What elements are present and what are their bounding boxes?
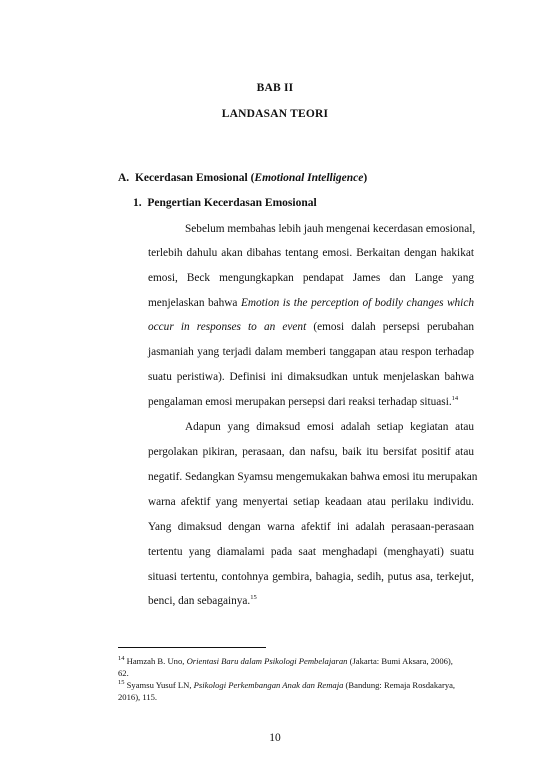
paragraph-line <box>148 395 474 409</box>
footnote-14-continuation: 62. <box>118 668 129 678</box>
footnote-text: (Jakarta: Bumi Aksara, 2006), <box>347 656 453 666</box>
footnote-ref[interactable]: 14 <box>451 395 459 403</box>
chapter-label: BAB II <box>256 82 294 94</box>
quoted-definition: Emotion is the perception of bodily changes which <box>240 297 474 309</box>
footnote-text: (Bandung: Remaja Rosdakarya, <box>343 680 456 690</box>
footnote-book-title: Psikologi Perkembangan Anak dan Remaja <box>193 680 344 690</box>
footnote-ref[interactable]: 15 <box>250 594 257 602</box>
footnote-text: Syamsu Yusuf LN, <box>124 680 194 690</box>
paragraph-line: negatif. Sedangkan Syamsu mengemukakan bahwa emosi itu merupakan <box>148 471 478 483</box>
paragraph-line <box>148 320 474 334</box>
paragraph-line: terlebih dahulu akan dibahas tentang emosi. Berkaitan dengan hakikat <box>148 247 474 259</box>
paragraph-line: Adapun yang dimaksud emosi adalah setiap kegiatan atau <box>185 421 474 433</box>
section-title-italic: Emotional Intelligence <box>254 172 364 184</box>
footnote-divider <box>118 647 266 648</box>
section-prefix: A. <box>118 172 130 184</box>
paragraph-text: pengalaman emosi merupakan persepsi dari reaksi terhadap situasi. <box>148 396 452 408</box>
footnote-15-continuation: 2016), 115. <box>118 692 158 702</box>
section-title: Kecerdasan Emosional ( <box>134 172 255 184</box>
paragraph-line: warna afektif yang menyertai setiap keadaan atau perilaku individu. <box>148 496 474 508</box>
paragraph-line: Yang dimaksud dengan warna afektif ini adalah perasaan-perasaan <box>148 521 474 533</box>
subsection-heading <box>133 197 317 209</box>
quoted-definition: occur in responses to an event <box>148 321 307 333</box>
section-title-end: ) <box>363 172 368 184</box>
footnote-number: 15 <box>118 679 125 687</box>
paragraph-line: suatu peristiwa). Definisi ini dimaksudkan untuk menjelaskan bahwa <box>148 371 474 383</box>
paragraph-line: tertentu yang diamalami pada saat menghadapi (menghayati) suatu <box>148 546 474 558</box>
section-heading <box>118 172 367 184</box>
footnote-text: Hamzah B. Uno, <box>124 656 187 666</box>
paragraph-line: Sebelum membahas lebih jauh mengenai kecerdasan emosional, <box>185 223 476 235</box>
footnote-15 <box>118 680 478 691</box>
paragraph-line: situasi tertentu, contohnya gembira, bahagia, sedih, putus asa, terkejut, <box>148 571 474 583</box>
paragraph-text: benci, dan sebagainya. <box>148 595 251 607</box>
paragraph-text: (emosi dalah persepsi perubahan <box>306 321 474 333</box>
page-number: 10 <box>269 732 281 744</box>
paragraph-line <box>148 594 474 608</box>
chapter-title: LANDASAN TEORI <box>221 108 329 120</box>
footnote-number: 14 <box>118 655 125 663</box>
paragraph-line: emosi, Beck mengungkapkan pendapat James dan Lange yang <box>148 272 474 284</box>
paragraph-line <box>148 296 474 310</box>
paragraph-line: jasmaniah yang terjadi dalam memberi tanggapan atau respon terhadap <box>148 346 474 358</box>
footnote-14 <box>118 656 478 667</box>
subsection-prefix: 1. <box>133 197 142 209</box>
paragraph-line: pergolakan pikiran, perasaan, dan nafsu, baik itu bersifat positif atau <box>148 446 474 458</box>
paragraph-text: menjelaskan bahwa <box>148 297 241 309</box>
footnote-book-title: Orientasi Baru dalam Psikologi Pembelajaran <box>186 656 348 666</box>
subsection-title: Pengertian Kecerdasan Emosional <box>147 197 317 209</box>
